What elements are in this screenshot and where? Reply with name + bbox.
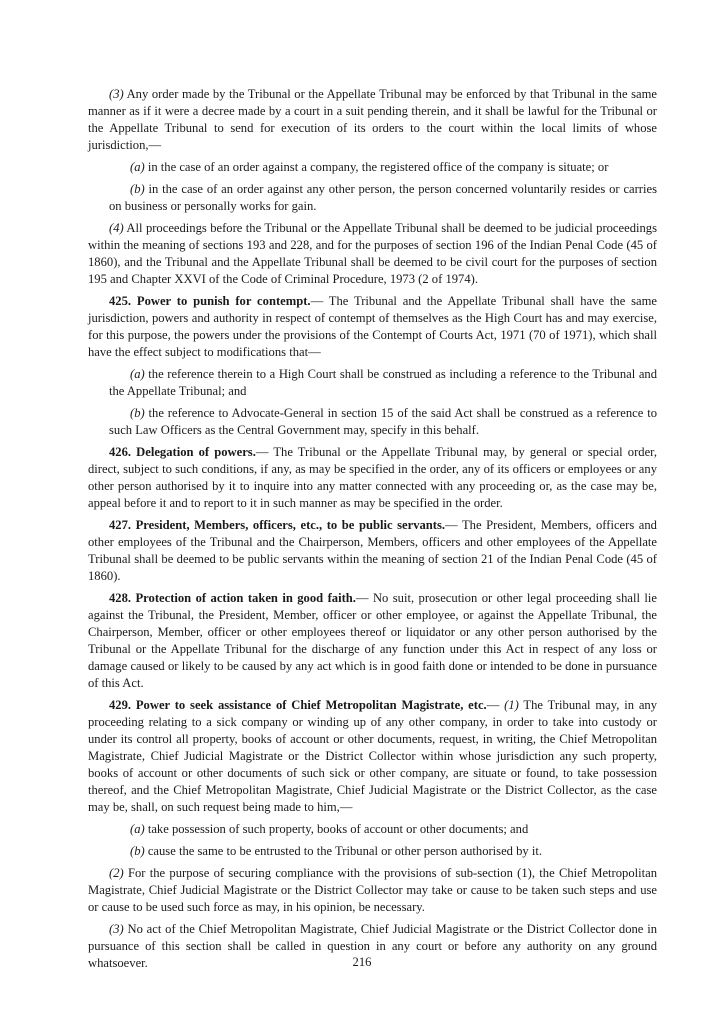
paragraph: (3) No act of the Chief Metropolitan Magistrate, Chief Judicial Magistrate or the District Collector done in pursuance of this section shall be called in question in any court or before any authority on any ground whatsoever. (88, 922, 657, 970)
clause: (a) the reference therein to a High Court shall be construed as including a reference to the Tribunal and the Appellate Tribunal; and (109, 367, 657, 398)
clause: (a) take possession of such property, books of account or other documents; and (130, 822, 529, 836)
paragraph: (4) All proceedings before the Tribunal or the Appellate Tribunal shall be deemed to be judicial proceedings within the meaning of sections 193 and 228, and for the purposes of section 196 of the Indian Penal Code (45 of 1860), and the Tribunal and the Appellate Tribunal shall be deemed to be civil court for the purposes of section 195 and Chapter XXVI of the Code of Criminal Procedure, 1973 (2 of 1974). (88, 221, 657, 286)
document-body (88, 86, 657, 977)
section-heading: 426. Delegation of powers. (109, 445, 256, 459)
paragraph: (3) Any order made by the Tribunal or the Appellate Tribunal may be enforced by that Tribunal in the same manner as if it were a decree made by a court in a suit pending therein, and it shall be lawful for the Tribunal or the Appellate Tribunal to send for execution of its orders to the court within the local limits of whose jurisdiction,— (88, 87, 657, 152)
paragraph: (2) For the purpose of securing compliance with the provisions of sub-section (1), the Chief Metropolitan Magistrate, Chief Judicial Magistrate or the District Collector may take or cause to be taken such steps and use or cause to be used such force as may, in his opinion, be necessary. (88, 866, 657, 914)
clause: (b) cause the same to be entrusted to the Tribunal or other person authorised by it. (130, 844, 543, 858)
section-heading: 429. Power to seek assistance of Chief Metropolitan Magistrate, etc. (109, 698, 487, 712)
section-426: 426. Delegation of powers.— The Tribunal or the Appellate Tribunal may, by general or special order, direct, subject to such conditions, if any, as may be specified in the order, any of its officers or employees or any other person authorised by it to inquire into any matter connected with any proceeding or, as the case may be, appeal before it and to report to it in such manner as may be specified in the order. (88, 445, 657, 510)
section-427: 427. President, Members, officers, etc., to be public servants.— The President, Members, officers and other employees of the Tribunal and the Chairperson, Members, officers and other employees of the Appellate Tribunal shall be deemed to be public servants within the meaning of section 21 of the Indian Penal Code (45 of 1860). (88, 518, 657, 583)
section-429: 429. Power to seek assistance of Chief Metropolitan Magistrate, etc.— (1) The Tribunal may, in any proceeding relating to a sick company or winding up of any other company, in order to take into custody or under its control all property, books of account or other documents, request, in writing, the Chief Metropolitan Magistrate, Chief Judicial Magistrate or the District Collector within whose jurisdiction any such property, books of account or other documents of such sick or other company, are situate or found, to take possession thereof, and the Chief Metropolitan Magistrate, Chief Judicial Magistrate or the District Collector, as the case may be, shall, on such request being made to him,— (88, 698, 658, 814)
clause: (b) the reference to Advocate-General in section 15 of the said Act shall be construed as a reference to such Law Officers as the Central Government may, specify in this behalf. (109, 406, 657, 437)
section-heading: 427. President, Members, officers, etc., to be public servants. (109, 518, 446, 532)
page-number: 216 (352, 955, 372, 969)
section-428: 428. Protection of action taken in good faith.— No suit, prosecution or other legal proceeding shall lie against the Tribunal, the President, Member, officer or other employee, or against the Appellate Tribunal, the Chairperson, Member, officer or other employees thereof or liquidator or any other person authorised by the Tribunal or the Appellate Tribunal for the discharge of any function under this Act in respect of any loss or damage caused or likely to be caused by any act which is in good faith done or intended to be done in pursuance of this Act. (88, 591, 657, 690)
section-heading: 428. Protection of action taken in good faith. (109, 591, 356, 605)
clause: (a) in the case of an order against a company, the registered office of the company is situate; or (130, 160, 609, 174)
clause: (b) in the case of an order against any other person, the person concerned voluntarily resides or carries on business or personally works for gain. (109, 182, 657, 213)
section-heading: 425. Power to punish for contempt. (109, 294, 311, 308)
section-425: 425. Power to punish for contempt.— The Tribunal and the Appellate Tribunal shall have the same jurisdiction, powers and authority in respect of contempt of themselves as the High Court has and may exercise, for this purpose, the powers under the provisions of the Contempt of Courts Act, 1971 (70 of 1971), which shall have the effect subject to modifications that— (88, 294, 658, 359)
